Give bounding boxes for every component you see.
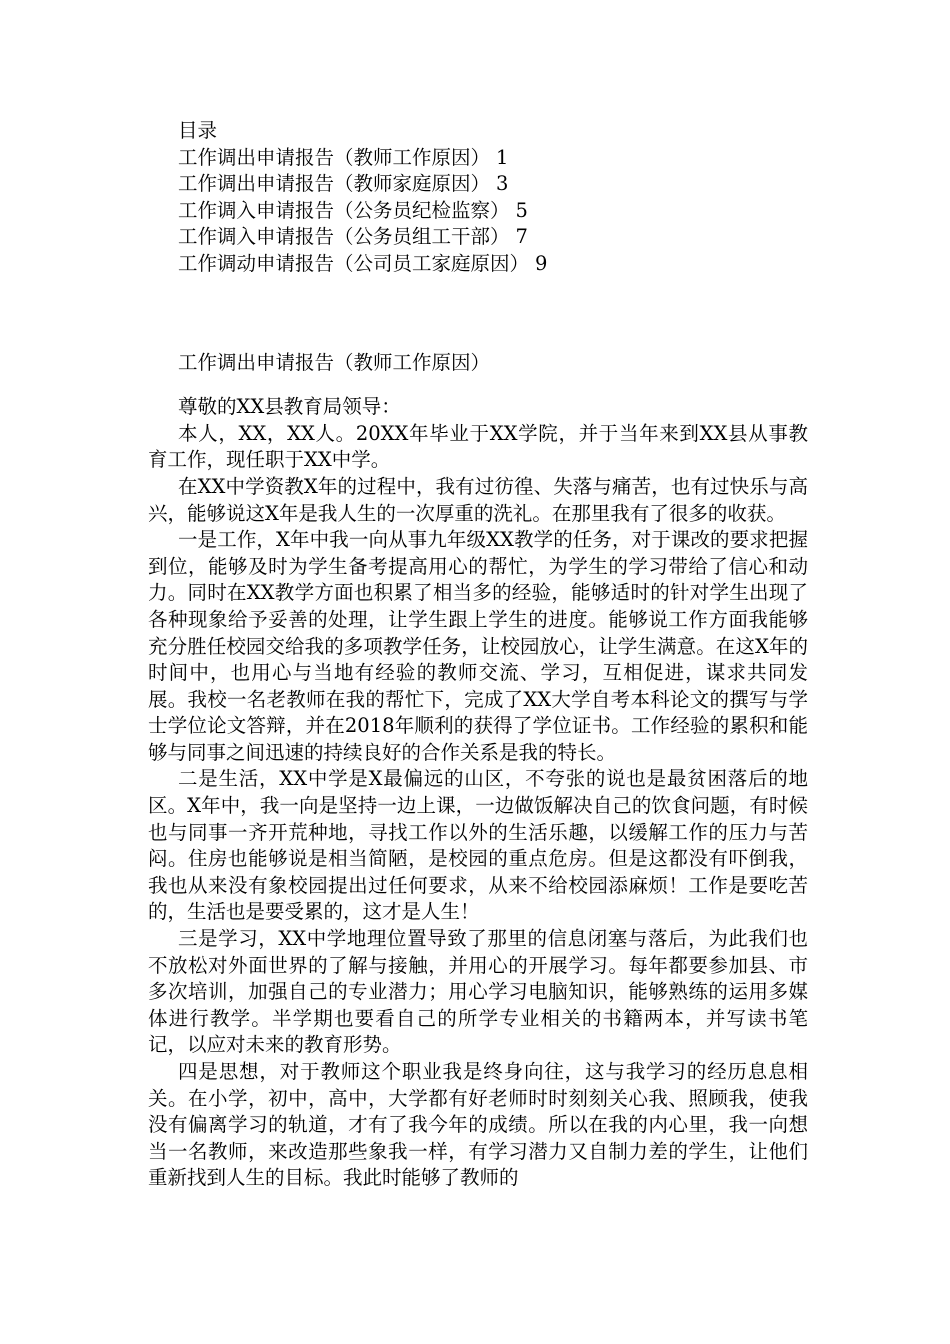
toc-item-title: 工作调出申请报告（教师工作原因） xyxy=(178,145,491,169)
toc-item[interactable] xyxy=(178,198,808,225)
toc-item-page: 7 xyxy=(515,225,528,249)
table-of-contents xyxy=(148,145,808,278)
toc-item-title: 工作调出申请报告（教师家庭原因） xyxy=(178,172,491,196)
body-paragraph: 一是工作，X年中我一向从事九年级XX教学的任务，对于课改的要求把握到位，能够及时为学生备考提高用心的帮忙，为学生的学习带给了信心和动力。同时在XX教学方面也积累了相当多的经验，能够适时的针对学生出现了各种现象给予妥善的处理，让学生跟上学生的进度。能够说工作方面我能够充分胜任校园交给我的多项教学任务，让校园放心，让学生满意。在这X年的时间中，也用心与当地有经验的教师交流、学习，互相促进，谋求共同发展。我校一名老教师在我的帮忙下，完成了XX大学自考本科论文的撰写与学士学位论文答辩，并在2018年顺利的获得了学位证书。工作经验的累积和能够与同事之间迅速的持续良好的合作关系是我的特长。 xyxy=(148,528,808,764)
toc-item-page: 1 xyxy=(496,145,509,169)
toc-item-title: 工作调入申请报告（公务员纪检监察） xyxy=(178,198,510,222)
toc-item-title: 工作调动申请报告（公司员工家庭原因） xyxy=(178,251,530,275)
body-paragraph: 二是生活，XX中学是X最偏远的山区，不夸张的说也是最贫困落后的地区。X年中，我一向是坚持一边上课，一边做饭解决自己的饮食问题，有时候也与同事一齐开荒种地，寻找工作以外的生活乐趣，以缓解工作的压力与苦闷。住房也能够说是相当简陋，是校园的重点危房。但是这都没有吓倒我，我也从来没有象校园提出过任何要求，从来不给校园添麻烦！工作是要吃苦的，生活也是要受累的，这才是人生！ xyxy=(148,767,808,924)
toc-item-page: 3 xyxy=(496,172,509,196)
body-paragraph: 三是学习，XX中学地理位置导致了那里的信息闭塞与落后，为此我们也不放松对外面世界的了解与接触，并用心的开展学习。每年都要参加县、市多次培训，加强自己的专业潜力；用心学习电脑知识，能够熟练的运用多媒体进行教学。半学期也要看自己的所学专业相关的书籍两本，并写读书笔记，以应对未来的教育形势。 xyxy=(148,927,808,1057)
body-paragraph: 在XX中学资教X年的过程中，我有过彷徨、失落与痛苦，也有过快乐与高兴，能够说这X年是我人生的一次厚重的洗礼。在那里我有了很多的收获。 xyxy=(148,474,808,525)
toc-item[interactable] xyxy=(178,224,808,251)
salutation: 尊敬的XX县教育局领导： xyxy=(178,395,401,419)
toc-item[interactable] xyxy=(178,171,808,198)
document-body xyxy=(148,118,808,1192)
toc-item-page: 9 xyxy=(535,251,548,275)
toc-heading: 目录 xyxy=(178,119,218,142)
body-paragraph: 四是思想，对于教师这个职业我是终身向往，这与我学习的经历息息相关。在小学，初中，高中，大学都有好老师时时刻刻关心我、照顾我，使我没有偏离学习的轨道，才有了我今年的成绩。所以在我的内心里，我一向想当一名教师，来改造那些象我一样，有学习潜力又自制力差的学生，让他们重新找到人生的目标。我此时能够了教师的 xyxy=(148,1060,808,1190)
toc-item[interactable] xyxy=(178,251,808,278)
toc-item-page: 5 xyxy=(515,198,528,222)
section-title: 工作调出申请报告（教师工作原因） xyxy=(178,350,491,374)
toc-item-title: 工作调入申请报告（公务员组工干部） xyxy=(178,225,510,249)
toc-item[interactable] xyxy=(178,145,808,172)
body-paragraph: 本人，XX，XX人。20XX年毕业于XX学院，并于当年来到XX县从事教育工作，现任职于XX中学。 xyxy=(148,421,808,472)
